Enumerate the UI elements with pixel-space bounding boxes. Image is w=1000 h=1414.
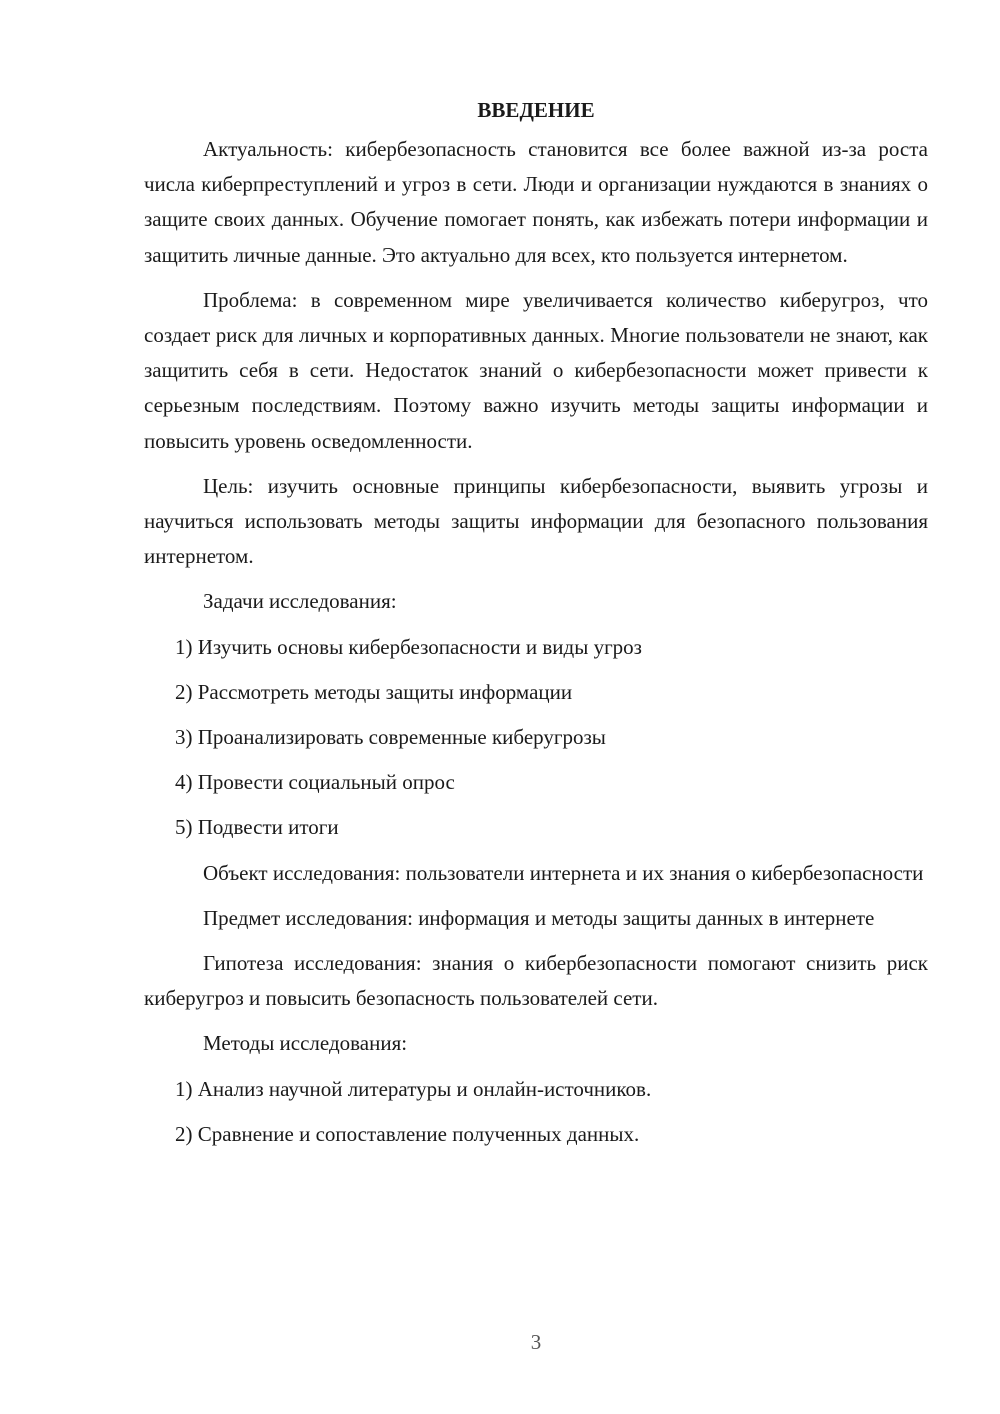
- methods-heading: Методы исследования:: [203, 1031, 408, 1056]
- problem-paragraph: Проблема: в современном мире увеличивается количество киберугроз, что создает риск для личных и корпоративных данных. Многие пользователи не знают, как защитить себя в сети. Недостаток знаний о кибербезопасности может привести к серьезным последствиям. Поэтому важно изучить методы защиты информации и повысить уровень осведомленности.: [144, 287, 928, 453]
- task-item: 2) Рассмотреть методы защиты информации: [175, 679, 573, 704]
- page-number: 3: [530, 1330, 542, 1354]
- relevance-paragraph: Актуальность: кибербезопасность становится все более важной из-за роста числа киберпреступлений и угроз в сети. Люди и организации нуждаются в знаниях о защите своих данных. Обучение помогает понять, как избежать потери информации и защитить личные данные. Это актуально для всех, кто пользуется интернетом.: [144, 137, 928, 267]
- tasks-list: [144, 630, 928, 846]
- task-item: 5) Подвести итоги: [175, 815, 339, 840]
- hypothesis-paragraph: Гипотеза исследования: знания о кибербезопасности помогают снизить риск киберугроз и повысить безопасность пользователей сети.: [144, 951, 928, 1011]
- section-title: ВВЕДЕНИЕ: [477, 98, 595, 122]
- method-item: 1) Анализ научной литературы и онлайн-источников.: [175, 1076, 652, 1101]
- task-item: 4) Провести социальный опрос: [175, 770, 455, 795]
- task-item: 3) Проанализировать современные киберугрозы: [175, 725, 606, 750]
- method-item: 2) Сравнение и сопоставление полученных данных.: [175, 1121, 640, 1146]
- tasks-heading: Задачи исследования:: [203, 589, 397, 614]
- document-page: [144, 92, 928, 1162]
- object-paragraph: Объект исследования: пользователи интернета и их знания о кибербезопасности: [203, 860, 924, 885]
- methods-list: [144, 1072, 928, 1152]
- subject-paragraph: Предмет исследования: информация и методы защиты данных в интернете: [203, 905, 875, 930]
- goal-paragraph: Цель: изучить основные принципы кибербезопасности, выявить угрозы и научиться использовать методы защиты информации для безопасного пользования интернетом.: [144, 473, 928, 569]
- task-item: 1) Изучить основы кибербезопасности и виды угроз: [175, 634, 642, 659]
